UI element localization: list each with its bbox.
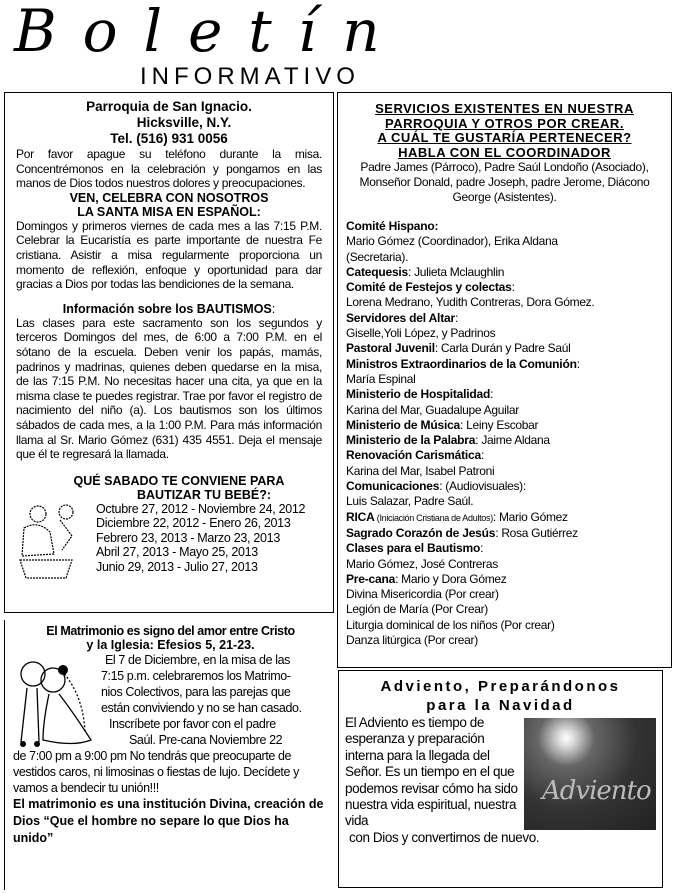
- ministry-row: [346, 572, 663, 587]
- ministry-members: :: [480, 541, 484, 556]
- services-box: [337, 92, 672, 668]
- advent-title-2: para la Navidad: [426, 697, 575, 714]
- parish-city: Hicksville, N.Y.: [136, 115, 232, 130]
- ministry-members: Legión de María (Por Crear): [346, 602, 488, 617]
- ministry-row: [346, 265, 663, 280]
- ministry-label: Comunicaciones: [346, 479, 440, 494]
- ministry-members: : Mario Gómez: [492, 509, 568, 524]
- phone-note: Por favor apague su teléfono durante la misa. Concentrémonos en la celebración y pongamos en las manos de Dios todos nuestros dolores y preocupaciones.: [16, 147, 322, 191]
- mass-title-2: LA SANTA MISA EN ESPAÑOL:: [77, 204, 261, 219]
- ministry-label: Servidores del Altar: [346, 310, 455, 325]
- ministry-members: Luis Salazar, Padre Saúl.: [346, 494, 474, 509]
- marriage-line: Inscríbete por favor con el padre: [109, 717, 276, 731]
- dates-title-1: QUÉ SABADO TE CONVIENE PARA: [73, 473, 285, 488]
- advent-image: [524, 718, 656, 830]
- ministry-label: Ministerio de Hospitalidad: [346, 387, 491, 402]
- baptism-title: [16, 302, 322, 316]
- date-item: Junio 29, 2013 - Julio 27, 2013: [96, 560, 258, 575]
- dates-title-2: BAUTIZAR TU BEBÉ?:: [136, 487, 271, 502]
- ministry-label: Sagrado Corazón de Jesús: [346, 525, 496, 540]
- ministry-label: RICA: [346, 509, 375, 524]
- ministry-row: [346, 541, 663, 556]
- ministry-row: [346, 557, 663, 572]
- ministry-members: Karina del Mar, Guadalupe Aguilar: [346, 402, 519, 417]
- ministry-label: Clases para el Bautismo: [346, 541, 481, 556]
- ministry-members: :: [511, 280, 515, 295]
- ministry-members: Lorena Medrano, Yudith Contreras, Dora Gómez.: [346, 295, 595, 310]
- ministry-members: María Espinal: [346, 371, 416, 386]
- ministry-row: [346, 403, 663, 418]
- ministry-row: [346, 464, 663, 479]
- marriage-title-1: El Matrimonio es signo del amor entre Cristo: [46, 624, 295, 638]
- ministry-row: [346, 219, 663, 234]
- ministry-members: : Jaime Aldana: [475, 433, 550, 448]
- marriage-announcement: [101, 652, 328, 748]
- ministry-members: : Carla Durán y Padre Saúl: [434, 341, 571, 356]
- ministry-label: Pre-cana: [346, 571, 396, 586]
- ministry-members: (Secretaria).: [346, 249, 409, 264]
- baptism-colon: :: [271, 301, 276, 316]
- ministry-list: [346, 219, 663, 648]
- marriage-line: nios Colectivos, para las parejas que: [101, 685, 291, 699]
- parish-phone: Tel. (516) 931 0056: [110, 131, 228, 146]
- masthead-subtitle: INFORMATIVO: [140, 63, 360, 90]
- baptism-dates: [96, 502, 322, 575]
- advent-text: El Adviento es tiempo de esperanza y preparación interna para la llegada del Señor. Es un tiempo en el que podemos revisar cómo ha sido nuestra vida espiritual, nuestra vida: [345, 715, 518, 829]
- ministry-members: : (Audiovisuales):: [439, 479, 526, 494]
- ministry-members: Mario Gómez (Coordinador), Erika Aldana: [346, 234, 558, 249]
- ministry-label: Catequesis: [346, 264, 409, 279]
- ministry-row: [346, 602, 663, 617]
- ministry-members: :: [576, 356, 580, 371]
- wedding-couple-icon: [13, 652, 93, 748]
- ministry-members: Giselle,Yoli López, y Padrinos: [346, 326, 496, 341]
- baptism-title-text: Información sobre los BAUTISMOS: [62, 301, 272, 316]
- ministry-row: [346, 326, 663, 341]
- ministry-row: [346, 433, 663, 448]
- ministry-members: :: [490, 387, 494, 402]
- advent-image-lettering: Adviento: [542, 776, 651, 806]
- ministry-members: : Mario y Dora Gómez: [395, 571, 507, 586]
- ministry-row: [346, 372, 663, 387]
- ministry-row: [346, 448, 663, 463]
- services-title-4: HABLA CON EL COORDINADOR: [398, 144, 611, 160]
- baptism-text: Las clases para este sacramento son los segundos y terceros Domingos del mes, de 6:00 a 7:00 P.M. en el sótano de la escuela. Deben venir los papás, mamás, padrinos y madrinas, quienes deben quedarse en la misa, de las 7:15 P.M. No necesitas hacer una cita, ya que en la misma clase te puedes registrar. Trae por favor el registro de nacimiento del niño (a). Los bautismos son los últimos sábados de cada mes, a la 1:00 P.M. Para más información llama al Sr. Mario Gómez (631) 435 4551. Deja el mensaje que él te regresará la llamada.: [16, 315, 322, 462]
- ministry-row: [346, 510, 663, 526]
- ministry-row: [346, 295, 663, 310]
- ministry-label: Ministros Extraordinarios de la Comunión: [346, 356, 577, 371]
- date-item: Diciembre 22, 2012 - Enero 26, 2013: [96, 516, 291, 531]
- marriage-title-2: y la Iglesia: Efesios 5, 21-23.: [86, 638, 255, 652]
- parish-name: Parroquia de San Ignacio.: [86, 99, 252, 114]
- date-item: Abril 27, 2013 - Mayo 25, 2013: [96, 545, 258, 560]
- ministry-row: [346, 387, 663, 402]
- services-title-2: PARROQUIA Y OTROS POR CREAR.: [385, 115, 624, 131]
- ministry-row: [346, 280, 663, 295]
- ministry-row: [346, 341, 663, 356]
- ministry-members: Karina del Mar, Isabel Patroni: [346, 463, 495, 478]
- ministry-row: [346, 526, 663, 541]
- ministry-members: : Rosa Gutiérrez: [495, 525, 578, 540]
- ministry-row: [346, 494, 663, 509]
- ministry-row: [346, 357, 663, 372]
- advent-text-last: con Dios y convertirnos de nuevo.: [349, 830, 540, 845]
- ministry-label: Comité Hispano:: [346, 219, 439, 233]
- ministry-row: [346, 618, 663, 633]
- ministry-row: [346, 587, 663, 602]
- ministry-members: Divina Misericordia (Por crear): [346, 587, 499, 602]
- ministry-members: : Julieta Mclaughlin: [408, 264, 505, 279]
- ministry-label: Renovación Carismática: [346, 448, 481, 463]
- marriage-text: de 7:00 pm a 9:00 pm No tendrás que preocuparte de vestidos caros, ni limosinas o fiestas de lujo. Decídete y vamos a bendecir tu unión!!!: [13, 749, 299, 795]
- ministry-members: Liturgia dominical de los niños (Por crear): [346, 617, 555, 632]
- advent-box: [338, 670, 663, 888]
- advent-title-1: Adviento, Preparándonos: [380, 678, 621, 695]
- ministry-members: :: [481, 448, 485, 463]
- clergy-list: Padre James (Párroco), Padre Saúl Londoño (Asociado), Monseñor Donald, padre Joseph, padre Jerome, Diácono George (Asistentes).: [359, 160, 650, 204]
- mass-text: Domingos y primeros viernes de cada mes a las 7:15 P.M. Celebrar la Eucaristía es parte importante de nuestra Fe cristiana. Asistir a misa regularmente proporciona un momento de reflexión, enfoque y oportunidad para dar gracias a Dios por todas las bendiciones de la semana.: [16, 218, 322, 292]
- ministry-label: Comité de Festejos y colectas: [346, 280, 512, 295]
- ministry-label: Pastoral Juvenil: [346, 341, 435, 356]
- ministry-row: [346, 418, 663, 433]
- ministry-members: : Leiny Escobar: [460, 417, 539, 432]
- ministry-row: [346, 633, 663, 648]
- marriage-line: 7:15 p.m. celebraremos los Matrimo-: [101, 669, 291, 683]
- date-item: Febrero 23, 2013 - Marzo 23, 2013: [96, 530, 280, 545]
- ministry-row: [346, 250, 663, 265]
- mass-title-1: VEN, CELEBRA CON NOSOTROS: [69, 190, 269, 205]
- marriage-box: [4, 620, 334, 890]
- ministry-members: :: [454, 310, 458, 325]
- ministry-label: Ministerio de Música: [346, 417, 461, 432]
- ministry-label: Ministerio de la Palabra: [346, 433, 476, 448]
- baptism-clipart-icon: [10, 502, 80, 582]
- marriage-line: están conviviendo y no se han casado.: [101, 701, 302, 715]
- ministry-row: [346, 311, 663, 326]
- marriage-line: El 7 de Diciembre, en la misa de las: [105, 653, 290, 667]
- marriage-line: Saúl. Pre-cana Noviembre 22: [129, 733, 283, 747]
- ministry-row: [346, 479, 663, 494]
- services-title-3: A CUÁL TE GUSTARÍA PERTENECER?: [377, 130, 632, 145]
- services-title-1: SERVICIOS EXISTENTES EN NUESTRA: [375, 101, 634, 116]
- marriage-closing: El matrimonio es una institución Divina, creación de Dios “Que el hombre no separe lo que Dios ha unido”: [13, 797, 324, 845]
- ministry-members: Mario Gómez, José Contreras: [346, 556, 498, 571]
- ministry-members: Danza litúrgica (Por crear): [346, 633, 478, 648]
- ministry-row: [346, 234, 663, 249]
- ministry-note: (Iniciación Cristiana de Adultos): [374, 512, 493, 523]
- masthead-title: Boletín: [14, 0, 406, 65]
- date-item: Octubre 27, 2012 - Noviembre 24, 2012: [96, 501, 306, 516]
- parish-info-box: [4, 92, 334, 613]
